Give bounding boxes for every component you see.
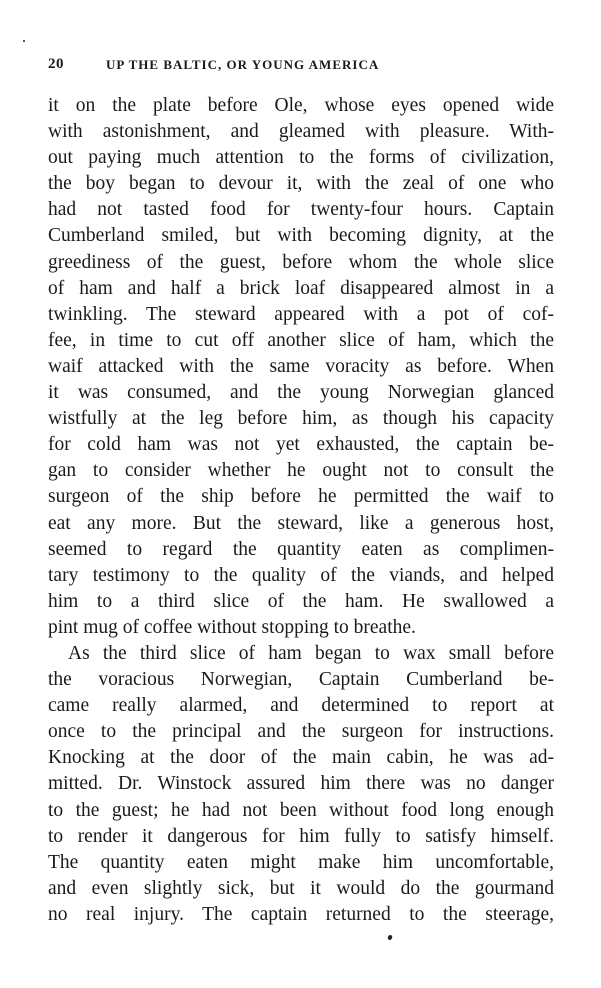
text-line: once to the principal and the surgeon for instructions. [48, 721, 554, 743]
text-line: seemed to regard the quantity eaten as complimen- [48, 538, 554, 560]
text-line: to render it dangerous for him fully to satisfy himself. [48, 825, 554, 847]
margin-speck [23, 40, 25, 42]
text-line: him to a third slice of the ham. He swallowed a [48, 590, 554, 612]
ink-speck [387, 934, 392, 940]
text-line: Cumberland smiled, but with becoming dignity, at the [48, 225, 554, 247]
running-title: UP THE BALTIC, OR YOUNG AMERICA [106, 57, 380, 72]
text-line: Knocking at the door of the main cabin, he was ad- [48, 747, 554, 769]
text-line: As the third slice of ham began to wax small before [68, 642, 554, 664]
text-line: surgeon of the ship before he permitted the waif to [48, 486, 554, 508]
text-line: and even slightly sick, but it would do the gourmand [48, 877, 554, 899]
text-line: out paying much attention to the forms of civilization, [48, 147, 554, 169]
text-line: tary testimony to the quality of the viands, and helped [48, 564, 554, 586]
text-line: no real injury. The captain returned to the steerage, [48, 903, 554, 925]
text-line: waif attacked with the same voracity as before. When [48, 355, 554, 377]
text-line: eat any more. But the steward, like a generous host, [48, 512, 554, 534]
text-line: it was consumed, and the young Norwegian glanced [48, 382, 554, 404]
text-line: greediness of the guest, before whom the whole slice [48, 251, 554, 273]
body-text [48, 93, 554, 928]
text-line: gan to consider whether he ought not to consult the [48, 460, 554, 482]
text-line: with astonishment, and gleamed with pleasure. With- [48, 121, 554, 143]
page-header [48, 56, 558, 78]
text-line: had not tasted food for twenty-four hours. Captain [48, 199, 554, 221]
text-line: of ham and half a brick loaf disappeared almost in a [48, 277, 554, 299]
text-line: wistfully at the leg before him, as though his capacity [48, 408, 554, 430]
text-line: the voracious Norwegian, Captain Cumberland be- [48, 669, 554, 691]
text-line: for cold ham was not yet exhausted, the captain be- [48, 434, 554, 456]
text-line: came really alarmed, and determined to report at [48, 695, 554, 717]
text-line: fee, in time to cut off another slice of ham, which the [48, 329, 554, 351]
text-line: mitted. Dr. Winstock assured him there was no danger [48, 773, 554, 795]
text-line: to the guest; he had not been without food long enough [48, 799, 554, 821]
text-line: twinkling. The steward appeared with a pot of cof- [48, 303, 554, 325]
text-line: pint mug of coffee without stopping to breathe. [48, 616, 416, 638]
text-line: The quantity eaten might make him uncomfortable, [48, 851, 554, 873]
text-line: it on the plate before Ole, whose eyes opened wide [48, 95, 554, 116]
page-number: 20 [48, 56, 64, 72]
text-line: the boy began to devour it, with the zeal of one who [48, 173, 554, 195]
